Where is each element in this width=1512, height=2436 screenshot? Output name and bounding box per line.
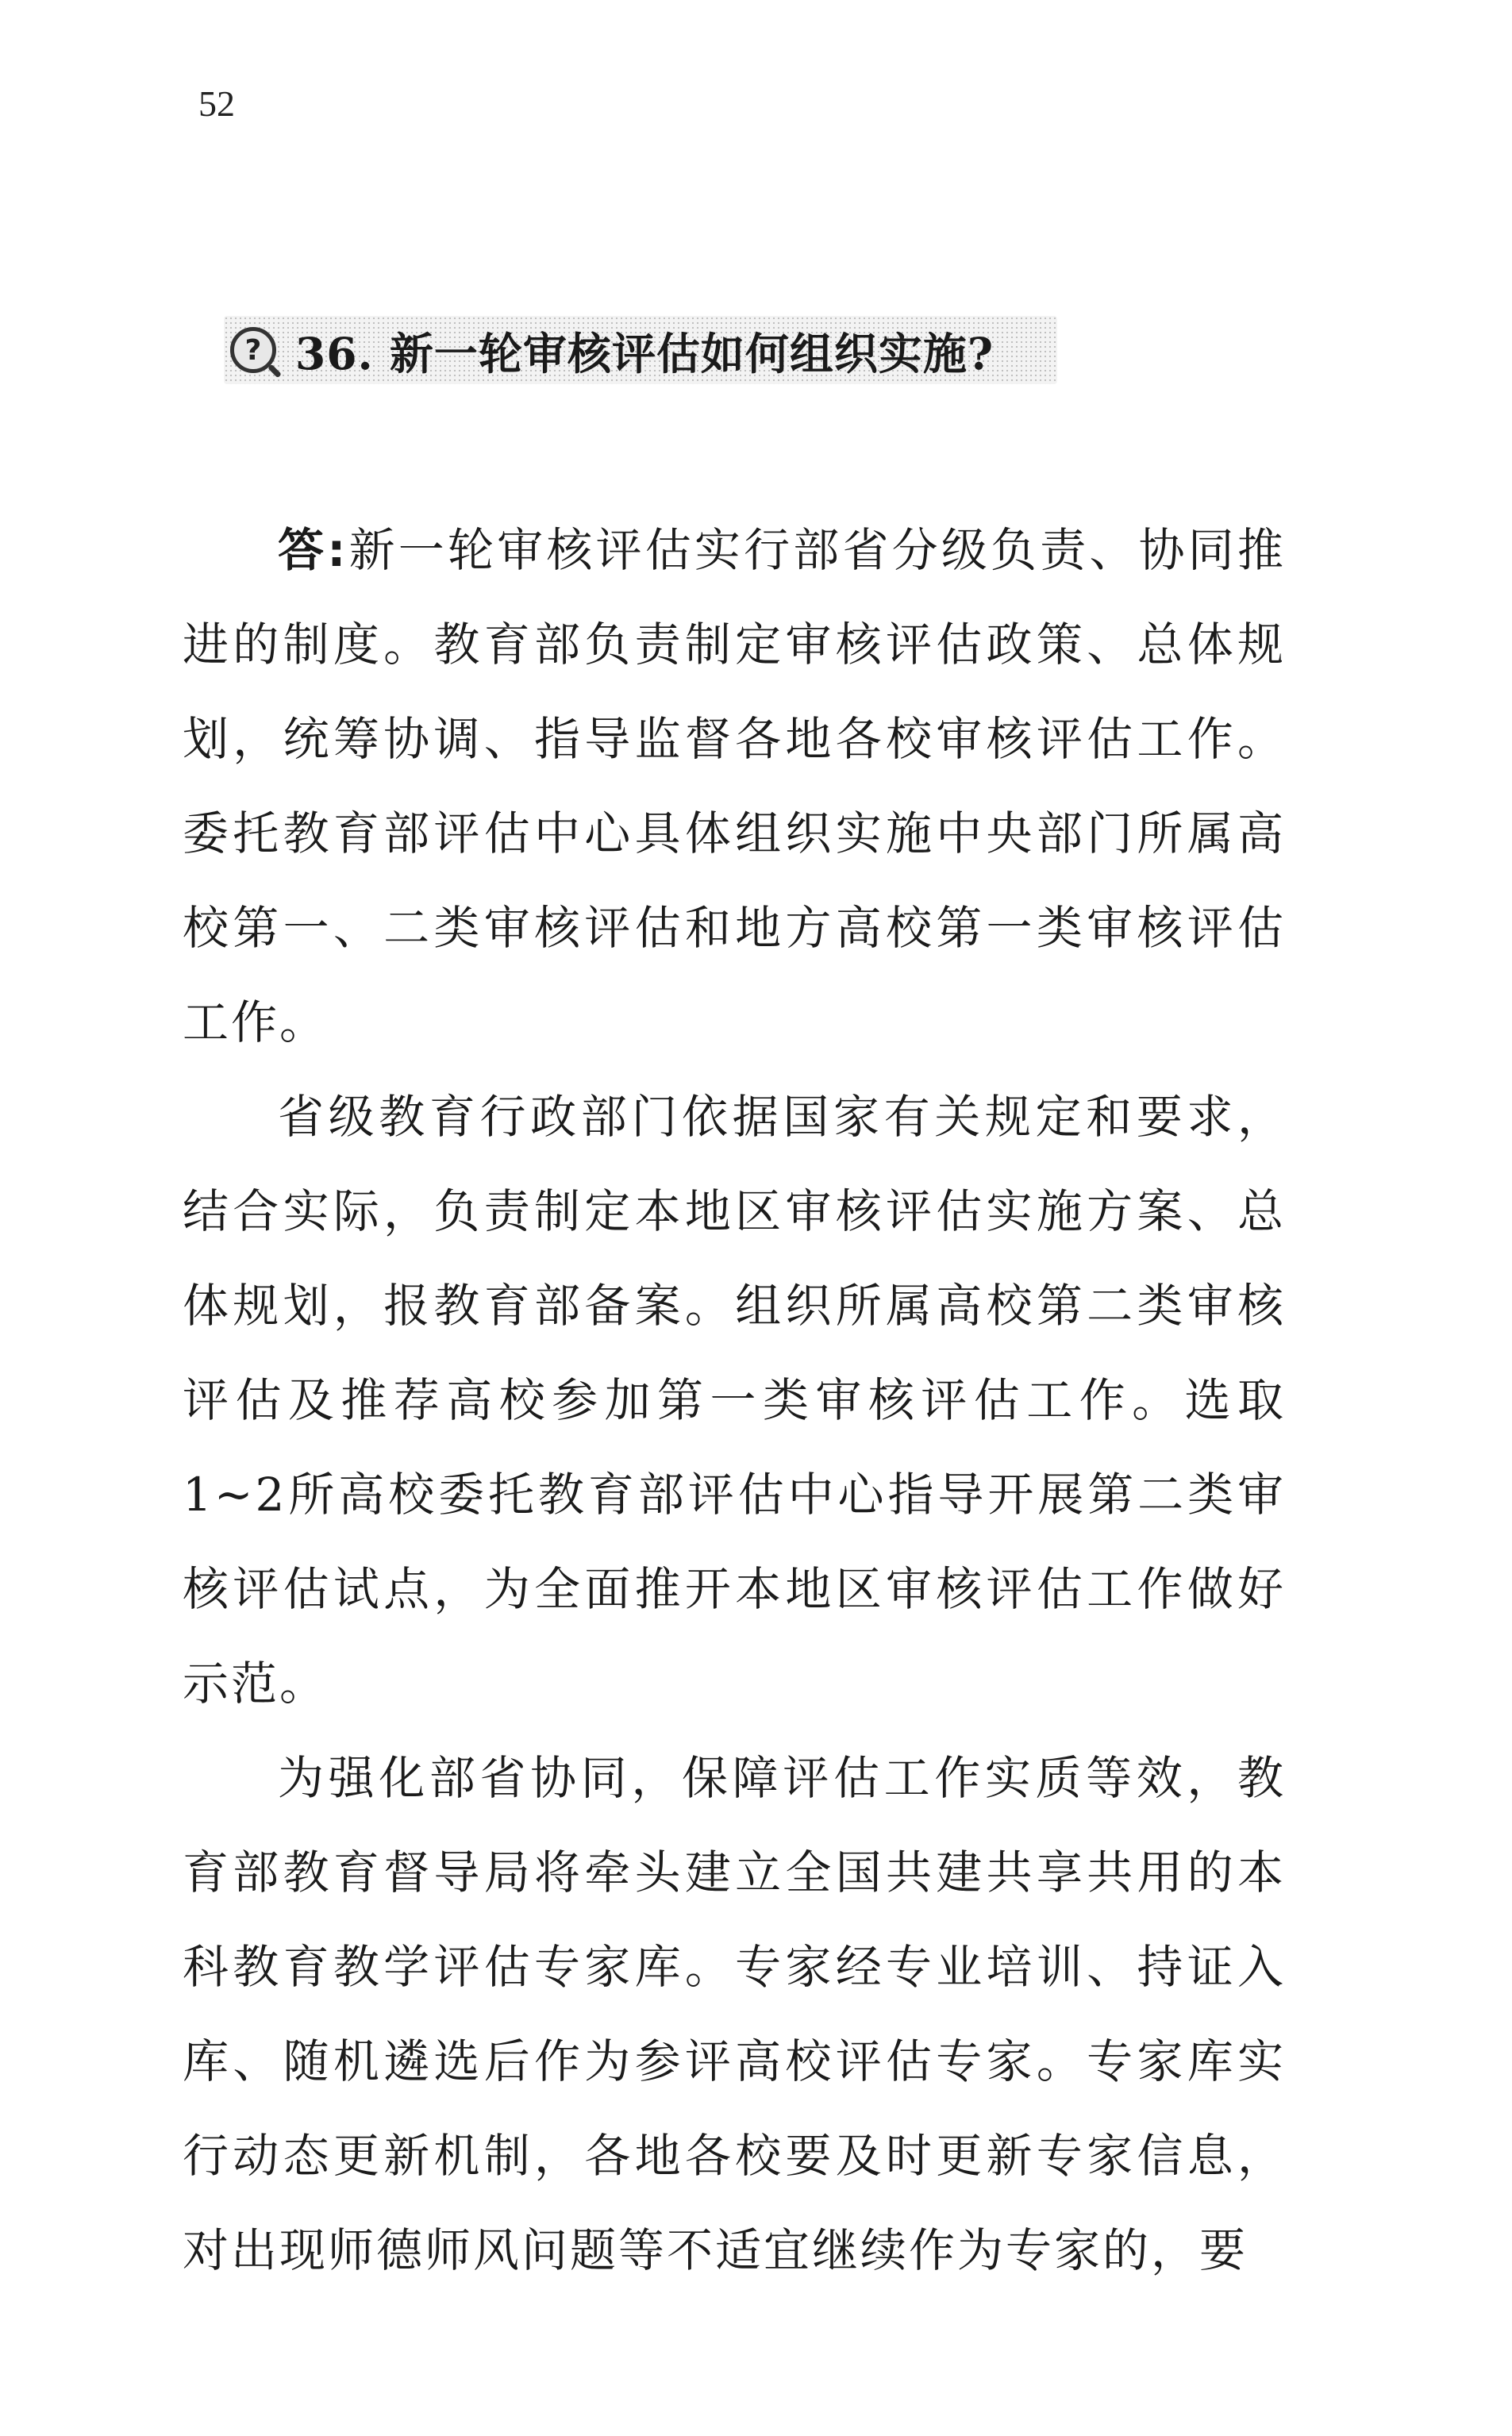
answer-body xyxy=(183,503,1286,2298)
question-heading xyxy=(224,316,1057,384)
question-title xyxy=(295,319,994,382)
page-number: 52 xyxy=(198,83,235,124)
question-magnifier-icon: ? xyxy=(230,327,276,373)
answer-label: 答: xyxy=(278,523,348,577)
question-number: 36. xyxy=(295,327,374,379)
question-title-text: 新一轮审核评估如何组织实施? xyxy=(389,327,995,379)
paragraph-3: 为强化部省协同，保障评估工作实质等效，教育部教育督导局将牵头建立全国共建共享共用的本科教育教学评估专家库。专家经专业培训、持证入库、随机遴选后作为参评高校评估专家。专家库实行动态更新机制，各地各校要及时更新专家信息，对出现师德师风问题等不适宜继续作为专家的，要 xyxy=(183,1751,1286,2277)
paragraph-1-text: 新一轮审核评估实行部省分级负责、协同推进的制度。教育部负责制定审核评估政策、总体规划，统筹协调、指导监督各地各校审核评估工作。委托教育部评估中心具体组织实施中央部门所属高校第一、二类审核评估和地方高校第一类审核评估工作。 xyxy=(183,523,1286,1049)
paragraph-2: 省级教育行政部门依据国家有关规定和要求，结合实际，负责制定本地区审核评估实施方案、总体规划，报教育部备案。组织所属高校第二类审核评估及推荐高校参加第一类审核评估工作。选取1~2所高校委托教育部评估中心指导开展第二类审核评估试点，为全面推开本地区审核评估工作做好示范。 xyxy=(183,1090,1286,1711)
paragraph-1 xyxy=(183,503,1286,1070)
